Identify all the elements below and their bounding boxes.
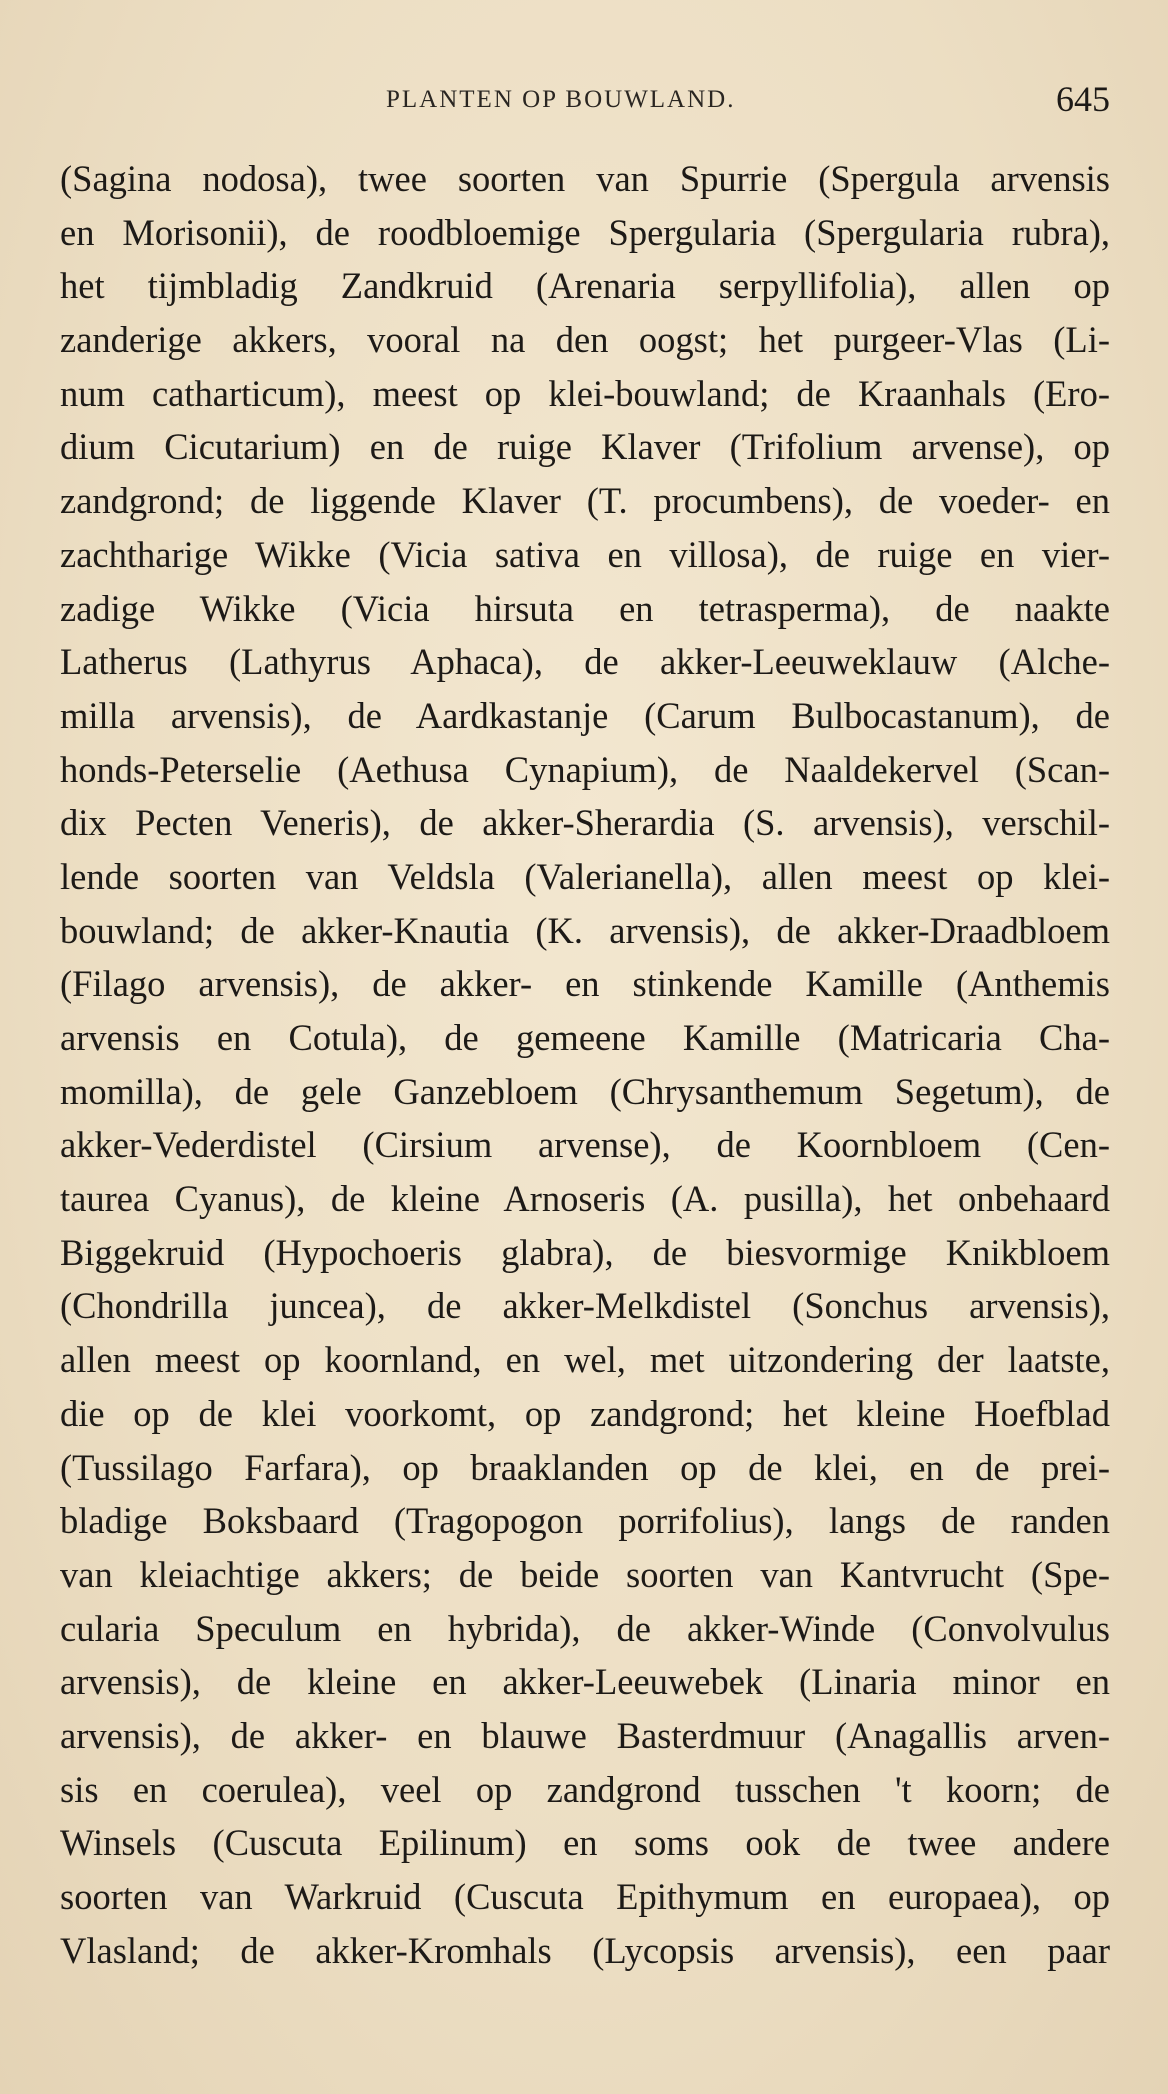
text-line: van kleiachtige akkers; de beide soorten van Kantvrucht (Spe-: [60, 1553, 1110, 1595]
text-line: akker-Vederdistel (Cirsium arvense), de Koornbloem (Cen-: [60, 1124, 1110, 1166]
text-line: zandgrond; de liggende Klaver (T. procumbens), de voeder- en: [60, 480, 1110, 522]
text-line: dium Cicutarium) en de ruige Klaver (Trifolium arvense), op: [60, 426, 1110, 468]
text-line: Latherus (Lathyrus Aphaca), de akker-Leeuweklauw (Alche-: [60, 641, 1110, 683]
text-line: arvensis en Cotula), de gemeene Kamille (Matricaria Cha-: [60, 1017, 1110, 1058]
text-line: allen meest op koornland, en wel, met uitzondering der laatste,: [60, 1339, 1110, 1381]
text-line: die op de klei voorkomt, op zandgrond; het kleine Hoefblad: [60, 1392, 1110, 1434]
text-line: Winsels (Cuscuta Epilinum) en soms ook de twee andere: [60, 1822, 1110, 1864]
text-line: bladige Boksbaard (Tragopogon porrifolius), langs de randen: [60, 1500, 1110, 1542]
text-line: Biggekruid (Hypochoeris glabra), de biesvormige Knikbloem: [60, 1231, 1110, 1273]
text-line: soorten van Warkruid (Cuscuta Epithymum en europaea), op: [60, 1876, 1110, 1917]
text-line: sis en coerulea), veel op zandgrond tusschen 't koorn; de: [60, 1768, 1110, 1810]
text-line: cularia Speculum en hybrida), de akker-Winde (Convolvulus: [60, 1607, 1110, 1649]
text-line: (Chondrilla juncea), de akker-Melkdistel (Sonchus arvensis),: [60, 1285, 1110, 1327]
text-line: zachtharige Wikke (Vicia sativa en villosa), de ruige en vier-: [60, 533, 1110, 575]
text-line: (Tussilago Farfara), op braaklanden op de klei, en de prei-: [60, 1446, 1110, 1488]
text-line: (Filago arvensis), de akker- en stinkende Kamille (Anthemis: [60, 963, 1110, 1005]
text-line: zadige Wikke (Vicia hirsuta en tetrasperma), de naakte: [60, 587, 1110, 629]
text-line: honds-Peterselie (Aethusa Cynapium), de Naaldekervel (Scan-: [60, 748, 1110, 790]
text-line: taurea Cyanus), de kleine Arnoseris (A. pusilla), het onbehaard: [60, 1178, 1110, 1220]
text-line: milla arvensis), de Aardkastanje (Carum Bulbocastanum), de: [60, 694, 1110, 736]
text-line: arvensis), de kleine en akker-Leeuwebek (Linaria minor en: [60, 1661, 1110, 1703]
text-line: Vlasland; de akker-Kromhals (Lycopsis arvensis), een paar: [60, 1929, 1110, 1971]
text-line: lende soorten van Veldsla (Valerianella), allen meest op klei-: [60, 855, 1110, 897]
body-text: [60, 152, 1110, 1977]
book-page: [60, 0, 1120, 2094]
text-line: zanderige akkers, vooral na den oogst; het purgeer-Vlas (Li-: [60, 319, 1110, 361]
page-number: 645: [1056, 79, 1110, 119]
text-line: dix Pecten Veneris), de akker-Sherardia (S. arvensis), verschil-: [60, 802, 1110, 844]
text-line: het tijmbladig Zandkruid (Arenaria serpyllifolia), allen op: [60, 265, 1110, 307]
text-line: en Morisonii), de roodbloemige Spergularia (Spergularia rubra),: [60, 211, 1110, 253]
text-line: bouwland; de akker-Knautia (K. arvensis), de akker-Draadbloem: [60, 909, 1110, 951]
running-title: PLANTEN OP BOUWLAND.: [386, 86, 736, 113]
text-line: (Sagina nodosa), twee soorten van Spurrie (Spergula arvensis: [60, 158, 1110, 199]
text-line: arvensis), de akker- en blauwe Basterdmuur (Anagallis arven-: [60, 1714, 1110, 1756]
text-line: momilla), de gele Ganzebloem (Chrysanthemum Segetum), de: [60, 1070, 1110, 1112]
running-head: [60, 78, 1120, 128]
text-line: num catharticum), meest op klei-bouwland; de Kraanhals (Ero-: [60, 372, 1110, 414]
